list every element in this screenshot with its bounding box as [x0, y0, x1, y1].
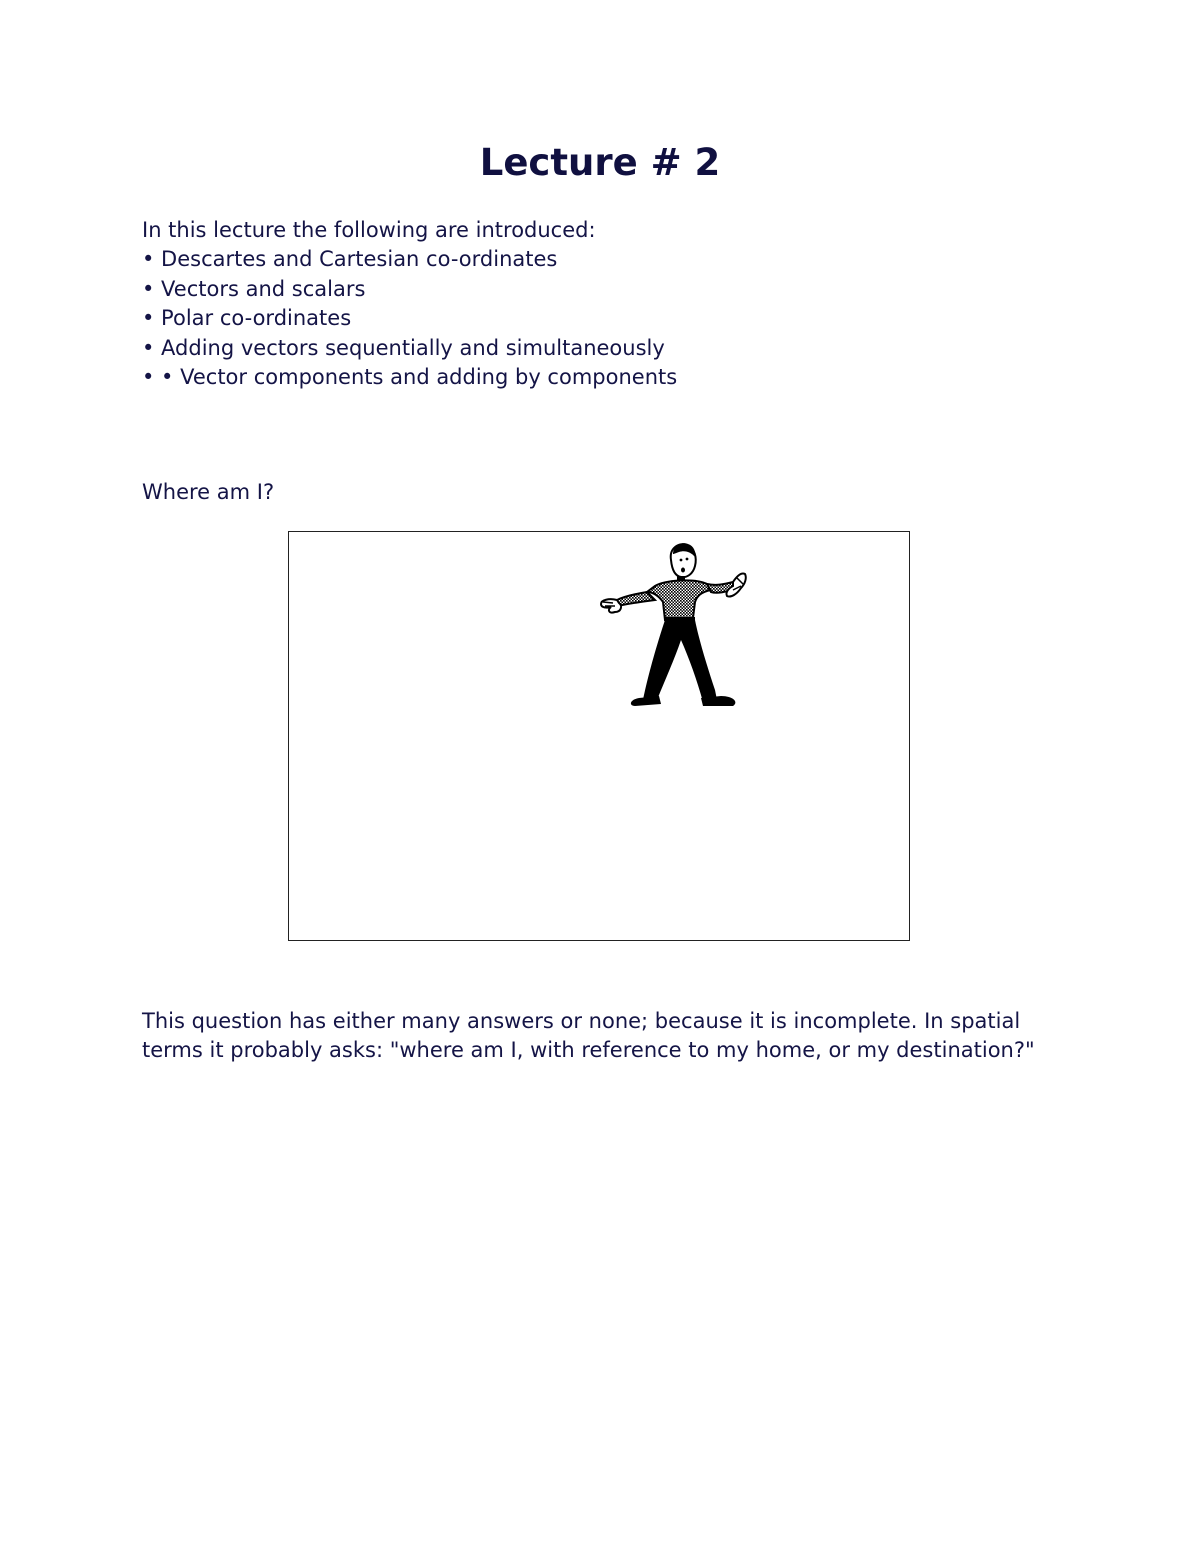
answer-paragraph: [142, 1007, 1062, 1065]
list-item: • • Vector components and adding by components: [142, 365, 678, 389]
answer-line-1: This question has either many answers or none; because it is incomplete. In spatial: [142, 1009, 1021, 1033]
list-item: • Descartes and Cartesian co-ordinates: [142, 247, 558, 271]
figure-frame: [288, 531, 910, 941]
mime-figure-icon: [599, 540, 749, 710]
list-item: • Adding vectors sequentially and simultaneously: [142, 335, 665, 360]
intro-text: In this lecture the following are introduced:: [142, 218, 596, 242]
list-item: • Polar co-ordinates: [142, 306, 352, 330]
topic-list: [142, 245, 677, 393]
page-title: Lecture # 2: [479, 141, 721, 184]
answer-line-2: terms it probably asks: "where am I, with reference to my home, or my destination?": [142, 1038, 1035, 1062]
question-text: Where am I?: [142, 480, 275, 504]
list-item: • Vectors and scalars: [142, 276, 366, 301]
